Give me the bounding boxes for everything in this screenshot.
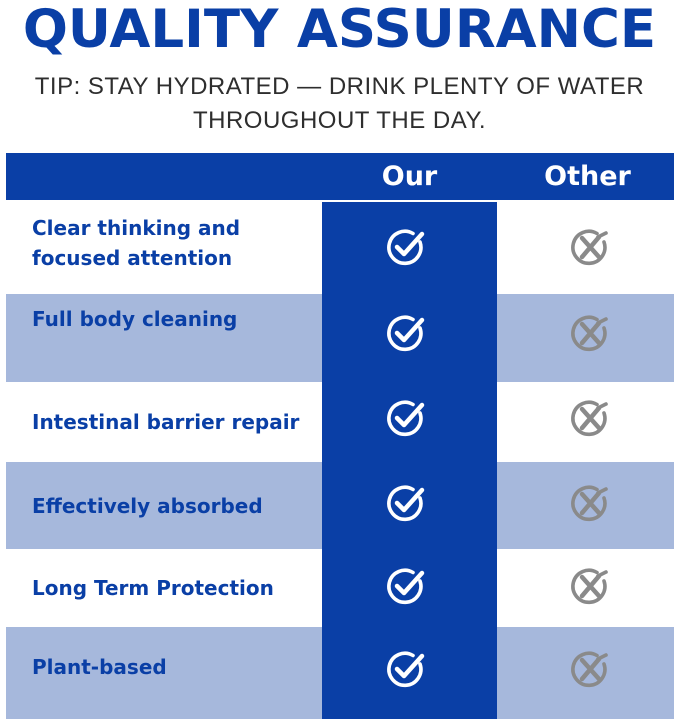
cross-icon	[568, 564, 612, 608]
cross-icon	[568, 396, 612, 440]
check-icon	[384, 225, 428, 269]
cross-icon	[568, 481, 612, 525]
comparison-table	[6, 153, 674, 719]
check-icon	[384, 564, 428, 608]
row-label: Plant-based	[32, 655, 167, 679]
tip-line-1: TIP: STAY HYDRATED — DRINK PLENTY OF WATER	[34, 73, 645, 100]
cross-icon	[568, 647, 612, 691]
row-label: Long Term Protection	[32, 576, 274, 600]
check-icon	[384, 311, 428, 355]
hydration-tip	[0, 70, 679, 138]
tip-line-2: THROUGHOUT THE DAY.	[192, 107, 487, 134]
row-label: Clear thinking and focused attention	[32, 216, 241, 270]
check-icon	[384, 396, 428, 440]
column-header-other: Other	[544, 161, 631, 192]
our-column-highlight	[322, 202, 497, 719]
column-header-our: Our	[381, 161, 438, 192]
row-label: Effectively absorbed	[32, 493, 263, 518]
cross-icon	[568, 225, 612, 269]
cross-icon	[568, 311, 612, 355]
page-title: QUALITY ASSURANCE	[22, 0, 657, 60]
row-label: Intestinal barrier repair	[32, 410, 300, 434]
check-icon	[384, 647, 428, 691]
check-icon	[384, 481, 428, 525]
row-label: Full body cleaning	[32, 307, 238, 331]
table-header	[6, 153, 674, 200]
